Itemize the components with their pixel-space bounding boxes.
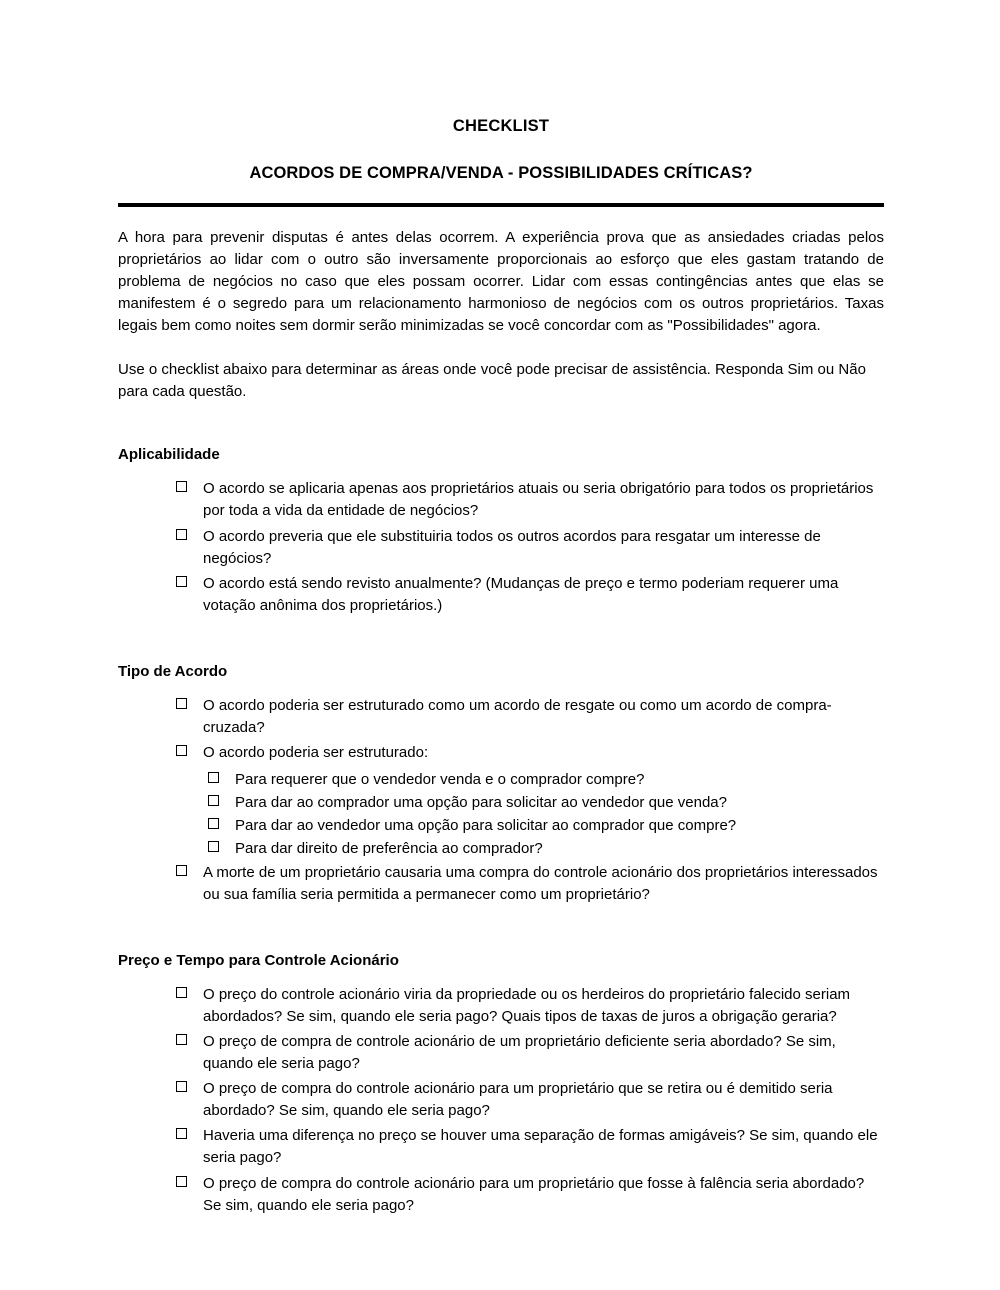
checkbox-box: [176, 865, 187, 876]
checkbox-box: [176, 987, 187, 998]
checklist-subitem-label: Para dar ao comprador uma opção para solicitar ao vendedor que venda?: [235, 794, 727, 812]
checklist-subitem-group: [176, 767, 884, 860]
checklist-item-label: O preço de compra de controle acionário de um proprietário deficiente seria abordado? Se sim, quando ele seria pago?: [203, 1033, 836, 1073]
checklist-subitem[interactable]: [208, 769, 884, 791]
checklist-item-label: A morte de um proprietário causaria uma compra do controle acionário dos proprietários interessados ou sua família seria permitida a permanecer como um proprietário?: [203, 863, 878, 903]
checklist-item-label: O preço de compra do controle acionário para um proprietário que fosse à falência seria abordado? Se sim, quando ele seria pago?: [203, 1174, 865, 1214]
checkbox-unchecked-icon[interactable]: [176, 1176, 190, 1190]
checklist-item-label: O preço de compra do controle acionário para um proprietário que se retira ou é demitido seria abordado? Se sim, quando ele seria pago?: [203, 1080, 833, 1120]
checklist-item-label: Haveria uma diferença no preço se houver uma separação de formas amigáveis? Se sim, quando ele seria pago?: [203, 1127, 878, 1167]
checkbox-box: [176, 1081, 187, 1092]
checklist-subitem-list: [176, 767, 884, 860]
checkbox-unchecked-icon[interactable]: [208, 841, 222, 855]
checkbox-box: [176, 481, 187, 492]
checklist-item-label: O acordo poderia ser estruturado:: [203, 744, 429, 762]
checkbox-unchecked-icon[interactable]: [176, 698, 190, 712]
checklist-sections: [118, 403, 884, 1217]
checkbox-unchecked-icon[interactable]: [176, 865, 190, 879]
checkbox-unchecked-icon[interactable]: [176, 745, 190, 759]
checkbox-box: [208, 841, 219, 852]
checkbox-unchecked-icon[interactable]: [176, 481, 190, 495]
document-content: [118, 0, 884, 1220]
checklist-subitem[interactable]: [208, 838, 884, 860]
checkbox-box: [208, 818, 219, 829]
checkbox-unchecked-icon[interactable]: [176, 576, 190, 590]
checkbox-unchecked-icon[interactable]: [208, 772, 222, 786]
checklist-item[interactable]: [176, 1031, 884, 1075]
checkbox-box: [208, 772, 219, 783]
checklist-item-label: O acordo está sendo revisto anualmente? (Mudanças de preço e termo poderiam requerer uma votação anônima dos proprietários.): [203, 574, 839, 614]
checklist-subitem-label: Para dar ao vendedor uma opção para solicitar ao comprador que compre?: [235, 817, 737, 835]
checklist-section: [118, 909, 884, 1217]
checklist-item[interactable]: [176, 984, 884, 1028]
checklist-subitem-label: Para dar direito de preferência ao comprador?: [235, 840, 543, 858]
checklist-item[interactable]: [176, 1078, 884, 1122]
checklist-item[interactable]: [176, 742, 884, 764]
checkbox-unchecked-icon[interactable]: [176, 1034, 190, 1048]
checklist-item[interactable]: [176, 478, 884, 522]
checkbox-box: [176, 698, 187, 709]
checklist-item-list: [118, 681, 884, 905]
checklist-subitem[interactable]: [208, 815, 884, 837]
checklist-item-label: O preço do controle acionário viria da propriedade ou os herdeiros do proprietário falecido seriam abordados? Se sim, quando ele seria pago? Quais tipos de taxas de juros a obrigação geraria?: [203, 986, 851, 1026]
checklist-subitem-label: Para requerer que o vendedor venda e o comprador compre?: [235, 771, 645, 789]
intro-paragraph-2: Use o checklist abaixo para determinar as áreas onde você pode precisar de assistência. Responda Sim ou Não para cada questão.: [118, 360, 866, 400]
document-subtitle: ACORDOS DE COMPRA/VENDA - POSSIBILIDADES CRÍTICAS?: [249, 163, 753, 182]
checklist-item-list: [118, 464, 884, 616]
checklist-section: [118, 403, 884, 617]
intro-paragraph-1: A hora para prevenir disputas é antes delas ocorrem. A experiência prova que as ansiedades criadas pelos proprietários ao lidar com o outro são inversamente proporcionais ao esforço que eles gastam tratando de problema de negócios no caso que eles possam ocorrer. Lidar com essas contingências antes que elas se manifestem é o segredo para um relacionamento harmonioso de negócios com os outros proprietários. Taxas legais bem como noites sem dormir serão minimizadas se você concordar com as "Possibilidades" agora.: [118, 228, 884, 334]
checklist-item[interactable]: [176, 695, 884, 739]
checklist-subitem[interactable]: [208, 792, 884, 814]
checklist-item[interactable]: [176, 862, 884, 906]
checkbox-box: [176, 1128, 187, 1139]
checkbox-unchecked-icon[interactable]: [208, 795, 222, 809]
checkbox-box: [176, 745, 187, 756]
checklist-item-label: O acordo preveria que ele substituiria todos os outros acordos para resgatar um interesse de negócios?: [203, 527, 821, 567]
checklist-item[interactable]: [176, 573, 884, 617]
checkbox-unchecked-icon[interactable]: [176, 1081, 190, 1095]
checkbox-unchecked-icon[interactable]: [176, 987, 190, 1001]
checklist-item-label: O acordo se aplicaria apenas aos proprietários atuais ou seria obrigatório para todos os proprietários por toda a vida da entidade de negócios?: [203, 480, 874, 520]
checklist-section: [118, 620, 884, 906]
checklist-item[interactable]: [176, 1125, 884, 1169]
checkbox-box: [208, 795, 219, 806]
section-heading: Preço e Tempo para Controle Acionário: [118, 951, 399, 969]
checkbox-box: [176, 576, 187, 587]
section-heading: Tipo de Acordo: [118, 662, 228, 680]
checkbox-unchecked-icon[interactable]: [176, 1128, 190, 1142]
checklist-item[interactable]: [176, 526, 884, 570]
section-heading: Aplicabilidade: [118, 445, 220, 463]
checklist-item[interactable]: [176, 1173, 884, 1217]
checklist-item-label: O acordo poderia ser estruturado como um acordo de resgate ou como um acordo de compra-cruzada?: [203, 697, 832, 737]
checkbox-unchecked-icon[interactable]: [176, 529, 190, 543]
checkbox-unchecked-icon[interactable]: [208, 818, 222, 832]
checkbox-box: [176, 1034, 187, 1045]
checkbox-box: [176, 529, 187, 540]
checklist-item-list: [118, 970, 884, 1216]
checkbox-box: [176, 1176, 187, 1187]
page-title: CHECKLIST: [452, 117, 550, 135]
